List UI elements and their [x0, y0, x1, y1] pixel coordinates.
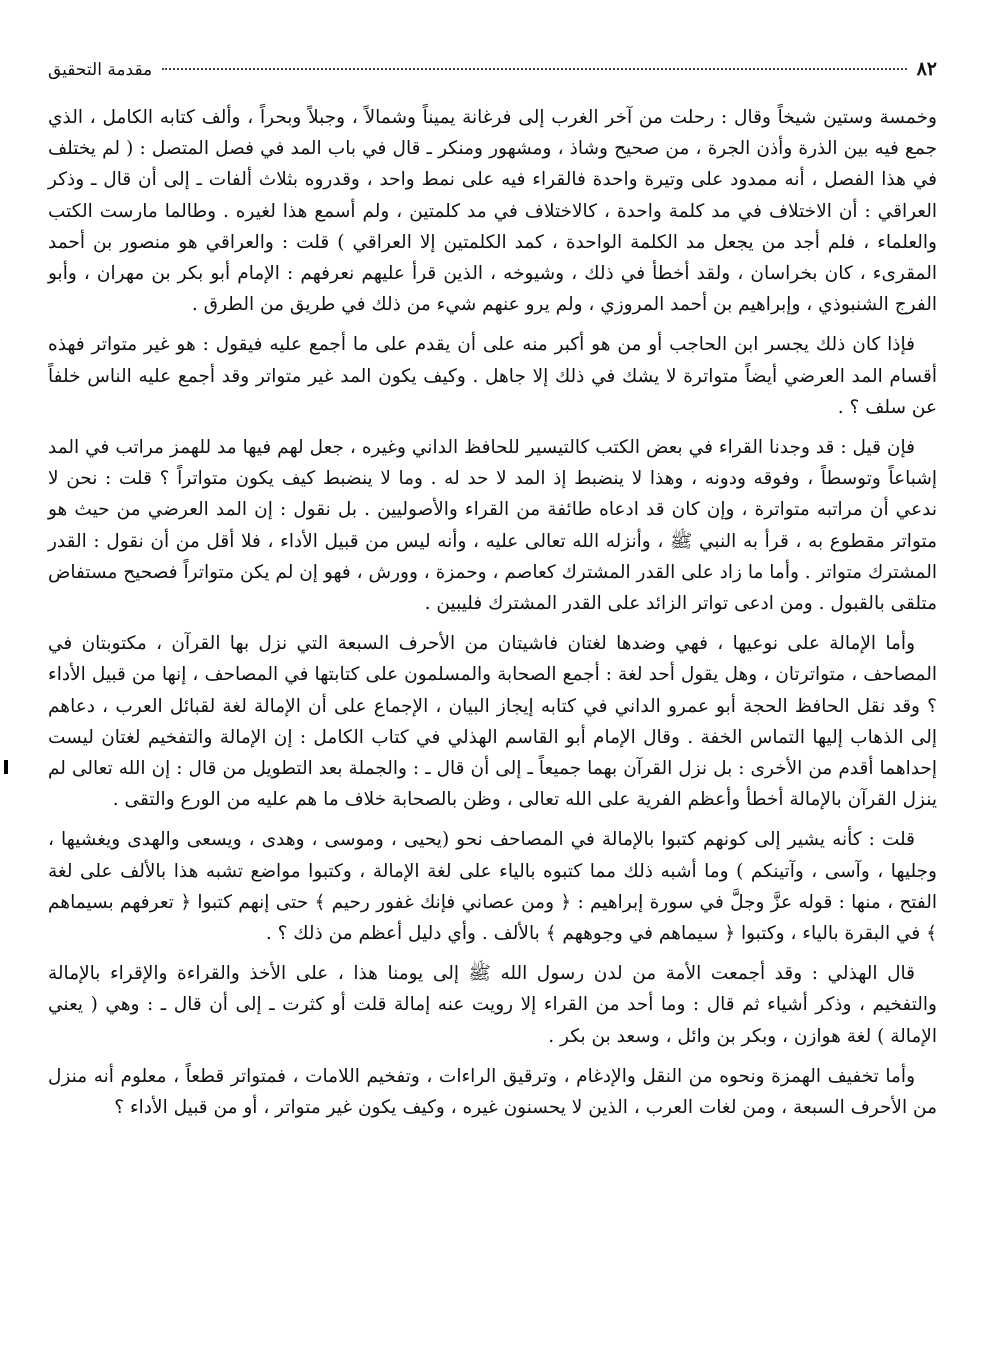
header-dotted-leader [162, 68, 906, 70]
paragraph: فإذا كان ذلك يجسر ابن الحاجب أو من هو أكبر منه على أن يقدم على ما أجمع عليه فيقول : هو غير متواتر فهذه أقسام المد العرضي أيضاً متواترة لا يشك في ذلك إلا جاهل . وكيف يكون المد غير متواتر وقد أجمع عليه الناس خلفاً عن سلف ؟ . [48, 334, 937, 418]
running-title: مقدمة التحقيق [48, 60, 153, 80]
paragraph: فإن قيل : قد وجدنا القراء في بعض الكتب كالتيسير للحافظ الداني وغيره ، جعل لهم فيها مد للهمز مراتب في المد إشباعاً وتوسطاً ، وفوقه ودونه ، وهذا لا ينضبط إذ المد لا حد له . وما لا ينضبط كيف يكون متواتراً ؟ قلت : نحن لا ندعي أن مراتبه متواترة ، وإن كان قد ادعاه طائفة من القراء والأصوليين . بل نقول : إن المد العرضي من حيث هو متواتر مقطوع به ، قرأ به النبي ﷺ ، وأنزله الله تعالى عليه ، وأنه ليس من قبيل الأداء ، فلا أقل من أن نقول : القدر المشترك متواتر . وأما ما زاد على القدر المشترك كعاصم ، وحمزة ، وورش ، فهو إن لم يكن متواتراً فصحيح مستفاض متلقى بالقبول . ومن ادعى تواتر الزائد على القدر المشترك فليبين . [48, 437, 937, 615]
running-header [48, 58, 937, 88]
paragraph: وأما الإمالة على نوعيها ، فهي وضدها لغتان فاشيتان من الأحرف السبعة التي نزل بها القرآن ، مكتوبتان في المصاحف ، متواترتان ، وهل يقول أحد لغة : أجمع الصحابة والمسلمون على كتابتها في المصاحف ، إنها من قبيل الأداء ؟ وقد نقل الحافظ الحجة أبو عمرو الداني في كتابه إيجاز البيان ، الإجماع على أن الإمالة لغة لقبائل العرب ، دعاهم إلى الذهاب إليها التماس الخفة . وقال الإمام أبو القاسم الهذلي في كتاب الكامل : إن الإمالة والتفخيم لغتان ليست إحداهما أقدم من الأخرى : بل نزل القرآن بهما جميعاً ـ إلى أن قال ـ : والجملة بعد التطويل من قال : إن الله تعالى لم ينزل القرآن بالإمالة أخطأ وأعظم الفرية على الله تعالى ، وظن بالصحابة خلاف ما هم عليه من الورع والتقى . [48, 633, 937, 811]
page-number: ٨٢ [916, 58, 937, 80]
page-body [48, 102, 937, 1123]
paragraph: وخمسة وستين شيخاً وقال : رحلت من آخر الغرب إلى فرغانة يميناً وشمالاً ، وجبلاً وبحراً ، وألف كتابه الكامل ، الذي جمع فيه بين الذرة وأذن الجرة ، من صحيح وشاذ ، ومشهور ومنكر ـ قال في باب المد في فصل المتصل : ( لم يختلف في هذا الفصل ، أنه ممدود على وتيرة واحدة فالقراء فيه على نمط واحد ، وقدروه بثلاث ألفات ـ إلى أن قال ـ وذكر العراقي : أن الاختلاف في مد كلمة واحدة ، كالاختلاف في مد كلمتين ، ولم أسمع هذا لغيره . وطالما مارست الكتب والعلماء ، فلم أجد من يجعل مد الكلمة الواحدة ، كمد الكلمتين إلا العراقي ) قلت : والعراقي هو منصور بن أحمد المقرىء ، كان بخراسان ، ولقد أخطأ في ذلك ، وشيوخه ، الذين قرأ عليهم نعرفهم : الإمام أبو بكر بن مهران ، وأبو الفرج الشنبوذي ، وإبراهيم بن أحمد المروزي ، ولم يرو عنهم شيء من ذلك في طريق من الطرق . [48, 107, 937, 316]
paragraph: وأما تخفيف الهمزة ونحوه من النقل والإدغام ، وترقيق الراءات ، وتفخيم اللامات ، فمتواتر قطعاً ، معلوم أنه منزل من الأحرف السبعة ، ومن لغات العرب ، الذين لا يحسنون غيره ، وكيف يكون غير متواتر ، أو من قبيل الأداء ؟ [48, 1065, 937, 1119]
paragraph: قال الهذلي : وقد أجمعت الأمة من لدن رسول الله ﷺ إلى يومنا هذا ، على الأخذ والقراءة والإقراء بالإمالة والتفخيم ، وذكر أشياء ثم قال : وما أحد من القراء إلا رويت عنه إمالة قلت أو كثرت ـ إلى أن قال ـ : وهي ( يعني الإمالة ) لغة هوازن ، وبكر بن وائل ، وسعد بن بكر . [48, 963, 937, 1047]
paragraph: قلت : كأنه يشير إلى كونهم كتبوا بالإمالة في المصاحف نحو (يحيى ، وموسى ، وهدى ، ويسعى والهدى ويغشيها ، وجليها ، وآسى ، وآتينكم ) وما أشبه ذلك مما كتبوه بالياء على لغة الإمالة ، وكتبوا مواضع تشبه هذا بالألف على لغة الفتح ، منها : قوله عزَّ وجلَّ في سورة إبراهيم : ﴿ ومن عصاني فإنك غفور رحيم ﴾ حتى إنهم كتبوا ﴿ تعرفهم بسيماهم ﴾ في البقرة بالياء ، وكتبوا ﴿ سيماهم في وجوههم ﴾ بالألف . وأي دليل أعظم من ذلك ؟ . [48, 829, 937, 945]
margin-mark [4, 760, 8, 774]
